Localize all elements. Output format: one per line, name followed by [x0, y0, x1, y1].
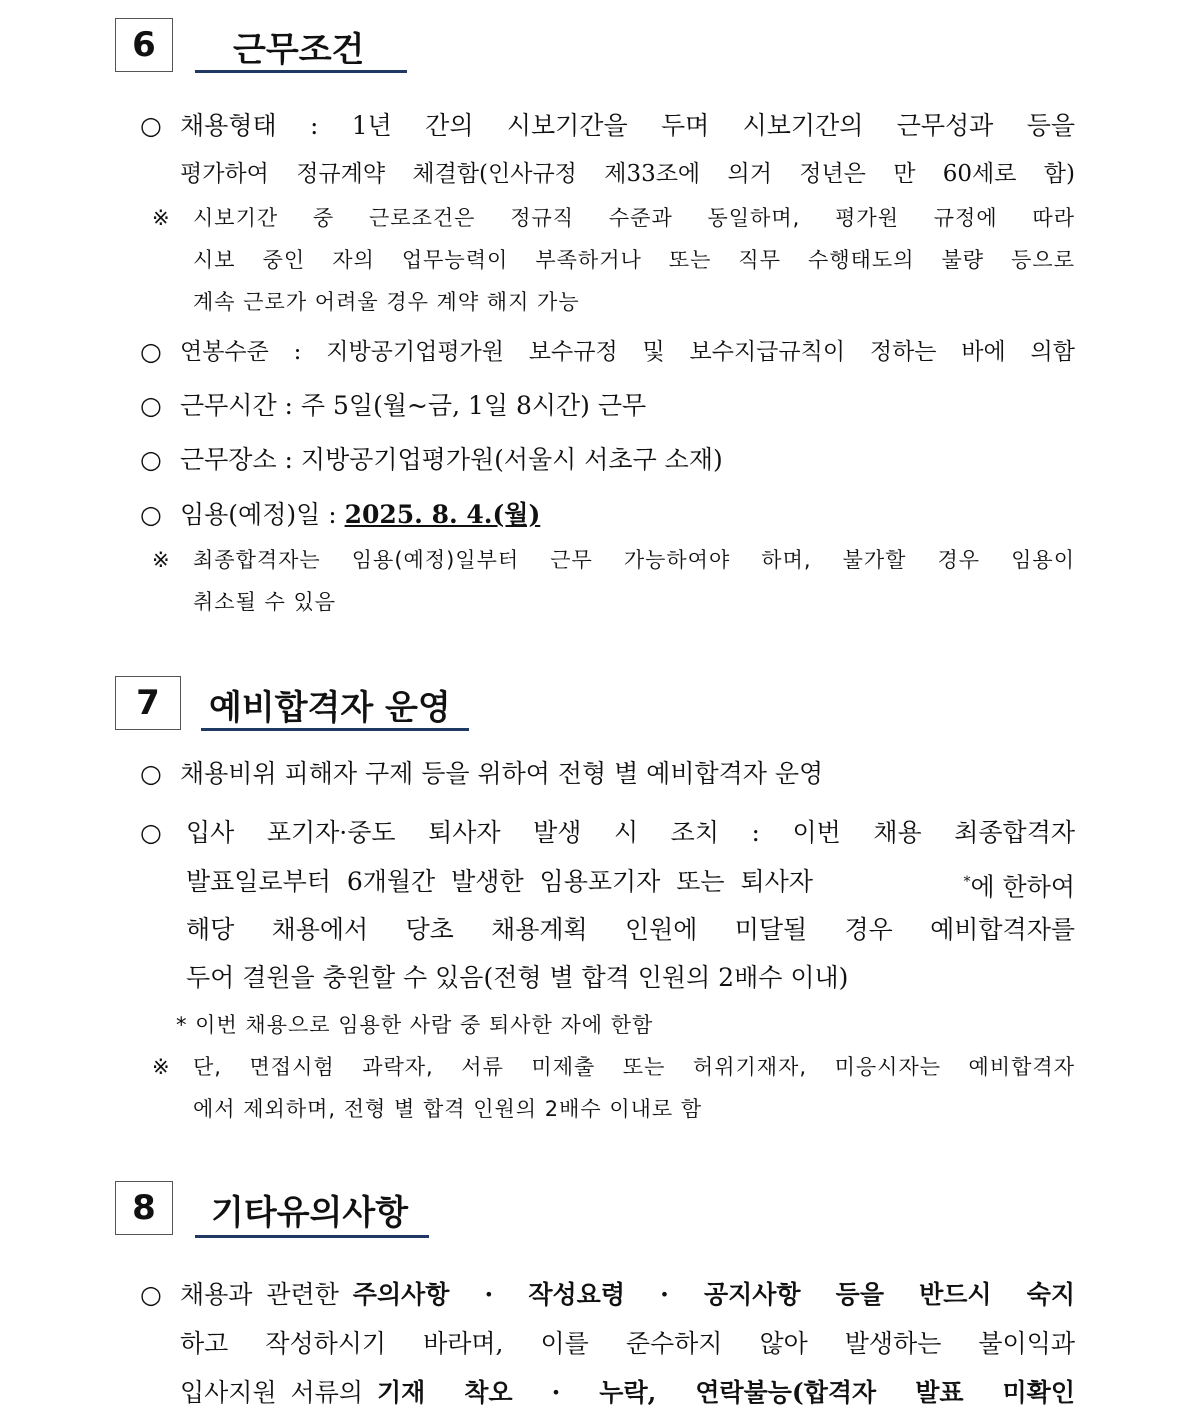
section-underline: [195, 70, 407, 73]
text-line: [180, 1277, 1075, 1313]
start-date-value: 2025. 8. 4.(월): [344, 500, 541, 529]
bullet: ○: [140, 391, 162, 420]
text-line: 채용형태 : 1년 간의 시보기간을 두며 시보기간의 근무성과 등을: [180, 111, 1075, 140]
note-mark: ※: [152, 548, 170, 572]
section-number: 6: [115, 18, 173, 72]
section-number: 7: [115, 676, 181, 730]
text-line: 근무장소 : 지방공기업평가원(서울시 서초구 소재): [180, 445, 723, 474]
start-date-line: [180, 497, 540, 533]
section-title: 근무조건: [233, 30, 365, 70]
note-line: 단, 면접시험 과락자, 서류 미제출 또는 허위기재자, 미응시자는 예비합격자: [193, 1055, 1075, 1079]
note-line: 시보기간 중 근로조건은 정규직 수준과 동일하며, 평가원 규정에 따라: [193, 206, 1075, 230]
note-line: 시보 중인 자의 업무능력이 부족하거나 또는 직무 수행태도의 불량 등으로: [193, 248, 1075, 272]
note-line: 에서 제외하며, 전형 별 합격 인원의 2배수 이내로 함: [193, 1097, 703, 1121]
text-fragment: 입사지원 서류의: [180, 1378, 377, 1407]
text-line: [180, 1375, 1075, 1411]
note-mark: ※: [152, 206, 170, 230]
emphasis-text: 기재 착오 · 누락, 연락불능(합격자 발표 미확인: [376, 1378, 1075, 1407]
section-title: 예비합격자 운영: [209, 688, 451, 728]
text-fragment: 채용과 관련한: [180, 1280, 353, 1309]
text-line: 두어 결원을 충원할 수 있음(전형 별 합격 인원의 2배수 이내): [186, 963, 849, 992]
bullet: ○: [140, 111, 162, 140]
text-line: 하고 작성하시기 바라며, 이를 준수하지 않아 발생하는 불이익과: [180, 1329, 1075, 1358]
section-number: 8: [115, 1181, 173, 1235]
bullet: ○: [140, 759, 162, 788]
text-line: 평가하여 정규계약 체결함(인사규정 제33조에 의거 정년은 만 60세로 함): [180, 161, 1075, 187]
emphasis-text: 주의사항 · 작성요령 · 공지사항 등을 반드시 숙지: [352, 1280, 1075, 1309]
section-title: 기타유의사항: [211, 1193, 409, 1233]
text-line: 연봉수준 : 지방공기업평가원 보수규정 및 보수지급규칙이 정하는 바에 의함: [180, 339, 1075, 365]
text-line: 해당 채용에서 당초 채용계획 인원에 미달될 경우 예비합격자를: [186, 915, 1075, 944]
text-fragment: 에 한하여: [970, 872, 1075, 902]
text-line: [186, 864, 1075, 905]
bullet: ○: [140, 337, 162, 366]
note-line: 계속 근로가 어려울 경우 계약 해지 가능: [193, 290, 580, 314]
footnote-mark: *: [963, 874, 971, 890]
section-underline: [195, 1235, 429, 1238]
bullet: ○: [140, 500, 162, 529]
text-line: 근무시간 : 주 5일(월~금, 1일 8시간) 근무: [180, 391, 647, 420]
note-line: 취소될 수 있음: [193, 590, 337, 614]
note-mark: ※: [152, 1055, 170, 1079]
bullet: ○: [140, 818, 162, 847]
text-line: 입사 포기자·중도 퇴사자 발생 시 조치 : 이번 채용 최종합격자: [186, 818, 1075, 847]
text-line: 채용비위 피해자 구제 등을 위하여 전형 별 예비합격자 운영: [180, 759, 824, 788]
footnote-line: * 이번 채용으로 임용한 사람 중 퇴사한 자에 한함: [176, 1013, 654, 1037]
bullet: ○: [140, 1280, 162, 1309]
note-line: 최종합격자는 임용(예정)일부터 근무 가능하여야 하며, 불가할 경우 임용이: [193, 548, 1075, 572]
section-underline: [201, 728, 469, 731]
start-date-label: 임용(예정)일 :: [180, 500, 345, 529]
bullet: ○: [140, 445, 162, 474]
text-fragment: 발표일로부터 6개월간 발생한 임용포기자 또는 퇴사자: [186, 867, 813, 896]
